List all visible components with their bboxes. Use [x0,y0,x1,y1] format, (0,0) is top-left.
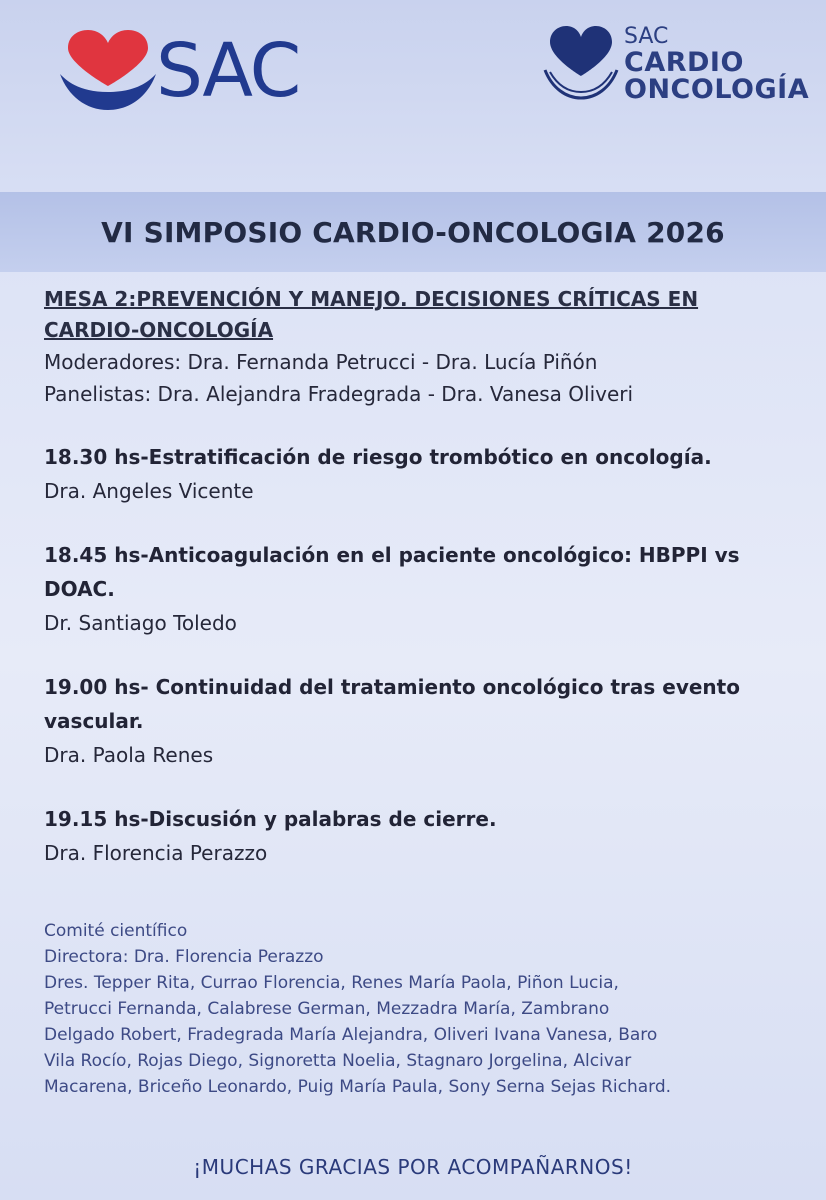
heart-hands-icon [58,30,158,114]
mesa-title-line2: CARDIO-ONCOLOGÍA [44,318,274,342]
talk-item [44,440,804,508]
program-content [44,284,804,870]
talk-speaker: Dra. Paola Renes [44,743,214,767]
header [0,0,826,190]
heart-hands-outline-icon [542,26,620,106]
talk-speaker: Dr. Santiago Toledo [44,611,237,635]
scientific-committee [44,918,814,1100]
logo-text-oncologia: ONCOLOGÍA [624,74,810,105]
committee-heading: Comité científico [44,921,188,941]
mesa-title-line1: MESA 2:PREVENCIÓN Y MANEJO. DECISIONES CRÍTICAS EN [44,287,699,311]
logo-text-sac: SAC [624,24,669,49]
committee-members-line: Vila Rocío, Rojas Diego, Signoretta Noelia, Stagnaro Jorgelina, Alcivar [44,1051,632,1071]
talk-title-cont: DOAC. [44,577,115,601]
logo-text-cardio: CARDIO [624,47,744,78]
talk-title: 19.15 hs-Discusión y palabras de cierre. [44,807,497,831]
sac-logo [58,30,318,120]
talk-title: 18.45 hs-Anticoagulación en el paciente oncológico: HBPPI vs [44,543,740,567]
committee-directora: Directora: Dra. Florencia Perazzo [44,947,324,967]
moderadores: Moderadores: Dra. Fernanda Petrucci - Dra. Lucía Piñón [44,350,598,374]
talk-title: 18.30 hs-Estratificación de riesgo trombótico en oncología. [44,445,712,469]
talk-speaker: Dra. Florencia Perazzo [44,841,268,865]
sac-wordmark: SAC [156,28,300,114]
committee-members-line: Macarena, Briceño Leonardo, Puig María Paula, Sony Serna Sejas Richard. [44,1077,672,1097]
panelistas: Panelistas: Dra. Alejandra Fradegrada - Dra. Vanesa Oliveri [44,382,634,406]
talk-speaker: Dra. Angeles Vicente [44,479,254,503]
cardio-oncologia-logo [542,24,810,116]
talk-item [44,802,804,870]
title-banner [0,192,826,272]
committee-members-line: Petrucci Fernanda, Calabrese German, Mezzadra María, Zambrano [44,999,610,1019]
talk-title-cont: vascular. [44,709,144,733]
talk-item [44,670,804,772]
talk-title: 19.00 hs- Continuidad del tratamiento oncológico tras evento [44,675,740,699]
committee-members-line: Dres. Tepper Rita, Currao Florencia, Renes María Paola, Piñon Lucia, [44,973,619,993]
page-title: VI SIMPOSIO CARDIO-ONCOLOGIA 2026 [101,215,725,249]
committee-members-line: Delgado Robert, Fradegrada María Alejandra, Oliveri Ivana Vanesa, Baro [44,1025,658,1045]
thanks-message: ¡MUCHAS GRACIAS POR ACOMPAÑARNOS! [193,1155,633,1179]
talk-item [44,538,804,640]
